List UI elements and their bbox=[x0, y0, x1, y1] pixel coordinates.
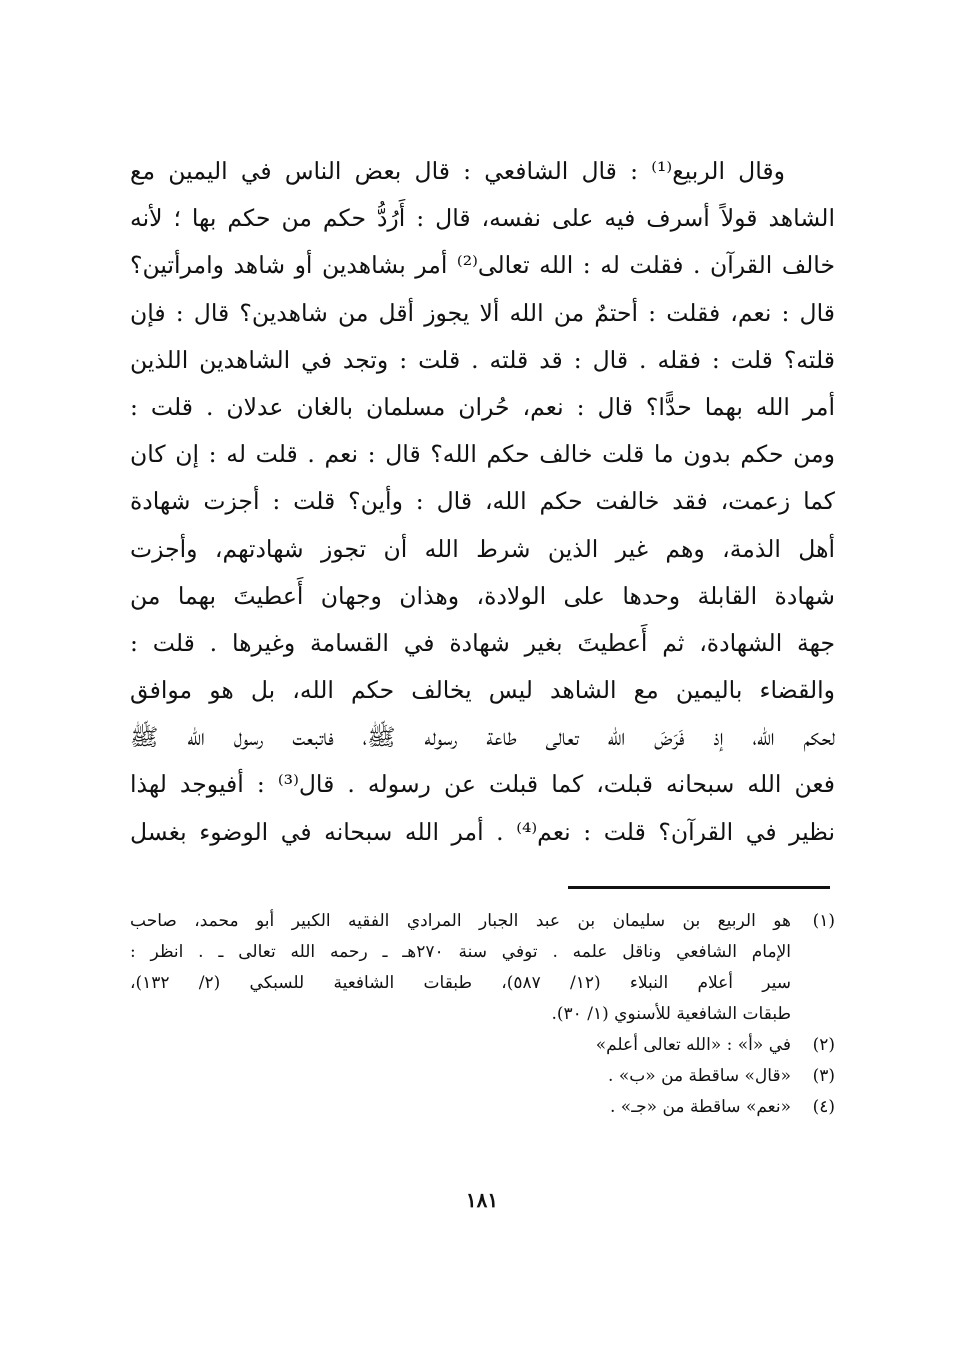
text-line: شهادة القابلة وحدها على الولادة، وهذان وجهان أَعطيتَ بهما من bbox=[130, 581, 835, 610]
footnote-line: طبقات الشافعية للأسنوي (١/ ٣٠). bbox=[551, 1004, 791, 1024]
footnote-line: هو الربيع بن سليمان بن عبد الجبار المرادي الفقيه الكبير أبو محمد، صاحب bbox=[130, 911, 791, 931]
main-text bbox=[130, 148, 835, 856]
text-line: ومن حكم بدون ما قلت خالف حكم الله؟ قال : نعم . قلت له : إن كان bbox=[130, 440, 835, 469]
footnote-line: الإمام الشافعي وناقل علمه . توفي سنة ٢٧٠هـ ـ رحمه الله تعالى ـ . انظر : bbox=[130, 942, 791, 962]
text-line: أمر الله بهما حدًّا؟ قال : نعم، حُران مسلمان بالغان عدلان . قلت : bbox=[130, 392, 835, 421]
footnote-text bbox=[130, 1061, 791, 1092]
footnote-text bbox=[130, 1030, 791, 1061]
footnote-2 bbox=[130, 1030, 835, 1061]
footnote-separator bbox=[568, 886, 830, 889]
text-line: فعن الله سبحانه قبلت، كما قبلت عن رسوله . قال⁽³⁾ : أفيوجد لهذا bbox=[130, 770, 835, 799]
footnote-line: «قال» ساقطة من «ب» . bbox=[608, 1066, 791, 1086]
text-line: لحكم الله، إذ فَرَضَ الله تعالى طاعة رسوله ﷺ، فاتبعت رسول الله ﷺ bbox=[130, 723, 835, 752]
footnote-line: في «أ» : «الله تعالى أعلم» bbox=[595, 1035, 791, 1055]
footnote-4 bbox=[130, 1092, 835, 1123]
text-line: جهة الشهادة، ثم أَعطيتَ بغير شهادة في القسامة وغيرها . قلت : bbox=[130, 628, 835, 657]
text-line: نظير في القرآن؟ قلت : نعم⁽⁴⁾ . أمر الله سبحانه في الوضوء بغسل bbox=[130, 817, 835, 846]
text-line: كما زعمت، فقد خالفت حكم الله، قال : وأين؟ قلت : أجزت شهادة bbox=[130, 487, 835, 516]
footnote-text bbox=[130, 906, 791, 1030]
footnote-line: «نعم» ساقطة من «جـ» . bbox=[609, 1097, 791, 1117]
text-line: أهل الذمة، وهم غير الذين شرط الله أن تجوز شهادتهم، وأجزت bbox=[130, 534, 835, 563]
text-line: قلته؟ قلت : فقله . قال : قد قلته . قلت : وتجد في الشاهدين اللذين bbox=[130, 345, 835, 374]
footnote-number: (٤) bbox=[812, 1097, 835, 1117]
footnote-1 bbox=[130, 906, 835, 1030]
footnote-number: (١) bbox=[812, 911, 835, 931]
page-number: ١٨١ bbox=[465, 1188, 499, 1212]
footnote-line: سير أعلام النبلاء (١٢/ ٥٨٧)، طبقات الشافعية للسبكي (٢/ ١٣٢)، bbox=[130, 973, 791, 993]
text-line: الشاهد قولاً أسرف فيه على نفسه، قال : أَرُدُّ حكم من حكم بها ؛ لأنه bbox=[130, 204, 835, 233]
footnotes bbox=[130, 906, 835, 1123]
text-line: خالف القرآن . فقلت له : الله تعالى⁽²⁾ أمر بشاهدين أو شاهد وامرأتين؟ bbox=[130, 251, 835, 280]
text-line: والقضاء باليمين مع الشاهد ليس يخالف حكم الله، بل هو موافق bbox=[130, 676, 835, 705]
footnote-text bbox=[130, 1092, 791, 1123]
footnote-number: (٣) bbox=[812, 1066, 835, 1086]
text-line: وقال الربيع⁽¹⁾ : قال الشافعي : قال بعض الناس في اليمين مع bbox=[130, 157, 785, 185]
footnote-number: (٢) bbox=[812, 1035, 835, 1055]
text-line: قال : نعم، فقلت : أحتمٌ من الله ألا يجوز أقل من شاهدين؟ قال : فإن bbox=[130, 298, 835, 327]
footnote-3 bbox=[130, 1061, 835, 1092]
